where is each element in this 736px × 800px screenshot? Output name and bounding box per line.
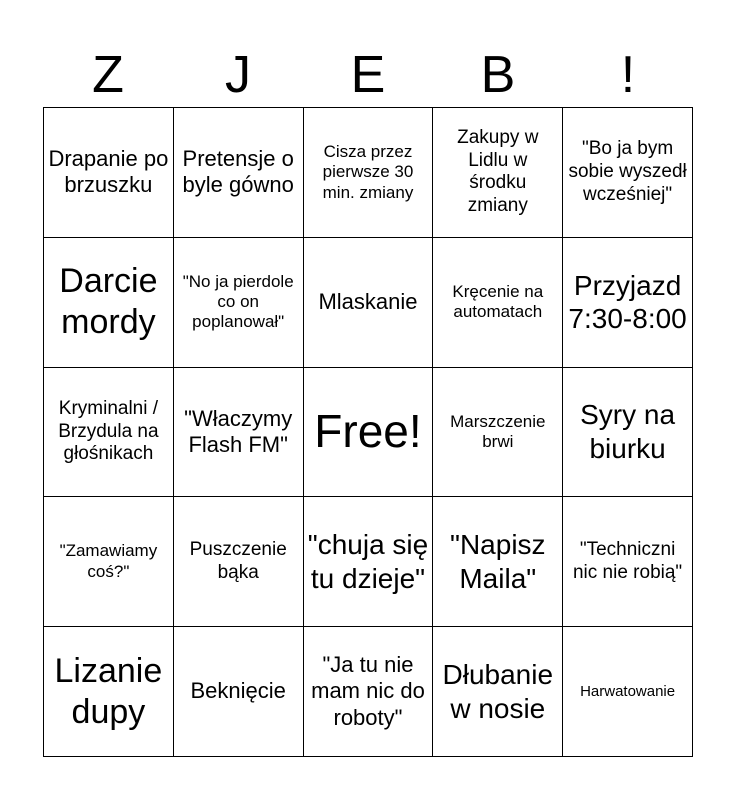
title-letter: B xyxy=(480,46,516,104)
bingo-cell[interactable] xyxy=(433,368,563,498)
cell-text: "No ja pierdole co on poplanował" xyxy=(182,271,294,332)
bingo-cell[interactable] xyxy=(433,238,563,368)
free-cell[interactable] xyxy=(304,368,434,498)
cell-text: Kryminalni / Brzydula na głośnikach xyxy=(58,397,159,465)
bingo-cell[interactable] xyxy=(304,238,434,368)
bingo-cell[interactable] xyxy=(563,108,693,238)
bingo-cell[interactable] xyxy=(433,108,563,238)
title-letter: Z xyxy=(92,46,124,104)
bingo-cell[interactable] xyxy=(44,238,174,368)
bingo-cell[interactable] xyxy=(563,497,693,627)
bingo-cell[interactable] xyxy=(174,368,304,498)
cell-text: Lizanie dupy xyxy=(54,651,163,731)
cell-text: Puszczenie bąka xyxy=(189,538,287,583)
bingo-cell[interactable] xyxy=(304,627,434,757)
bingo-cell[interactable] xyxy=(44,627,174,757)
bingo-cell[interactable] xyxy=(44,368,174,498)
bingo-cell[interactable] xyxy=(563,368,693,498)
cell-text: Cisza przez pierwsze 30 min. zmiany xyxy=(322,141,414,202)
cell-text: Kręcenie na automatach xyxy=(452,281,544,322)
bingo-board xyxy=(43,107,693,757)
cell-text: Darcie mordy xyxy=(59,262,158,342)
bingo-cell[interactable] xyxy=(563,238,693,368)
bingo-cell[interactable] xyxy=(44,108,174,238)
title-letter: J xyxy=(225,46,251,104)
cell-text: Zakupy w Lidlu w środku zmiany xyxy=(457,126,539,217)
bingo-title xyxy=(43,44,693,106)
bingo-cell[interactable] xyxy=(174,238,304,368)
cell-text: "Właczymy Flash FM" xyxy=(184,405,293,457)
cell-text: Harwatowanie xyxy=(580,682,676,700)
bingo-cell[interactable] xyxy=(174,627,304,757)
bingo-cell[interactable] xyxy=(174,497,304,627)
cell-text: "Ja tu nie mam nic do roboty" xyxy=(311,652,425,730)
bingo-cell[interactable] xyxy=(44,497,174,627)
cell-text: Drapanie po brzuszku xyxy=(48,146,169,198)
cell-text: Mlaskanie xyxy=(318,289,418,314)
cell-text: "Zamawiamy coś?" xyxy=(59,541,158,581)
cell-text: Dłubanie w nosie xyxy=(442,659,554,724)
bingo-cell[interactable] xyxy=(304,108,434,238)
cell-text: Beknięcie xyxy=(190,678,286,704)
cell-text: "chuja się tu dzieje" xyxy=(307,529,429,594)
bingo-cell[interactable] xyxy=(304,497,434,627)
bingo-cell[interactable] xyxy=(563,627,693,757)
bingo-cell[interactable] xyxy=(433,627,563,757)
cell-text: "Bo ja bym sobie wyszedł wcześniej" xyxy=(568,138,687,205)
cell-text: Free! xyxy=(314,405,422,458)
cell-text: Przyjazd 7:30-8:00 xyxy=(568,269,687,335)
title-letter: ! xyxy=(620,46,636,104)
bingo-cell[interactable] xyxy=(174,108,304,238)
bingo-cell[interactable] xyxy=(433,497,563,627)
cell-text: "Napisz Maila" xyxy=(450,529,546,594)
title-letter: E xyxy=(350,46,386,104)
cell-text: Pretensje o byle gówno xyxy=(182,146,294,198)
cell-text: Marszczenie brwi xyxy=(450,411,546,451)
cell-text: "Techniczni nic nie robią" xyxy=(572,538,683,583)
cell-text: Syry na biurku xyxy=(580,399,676,464)
